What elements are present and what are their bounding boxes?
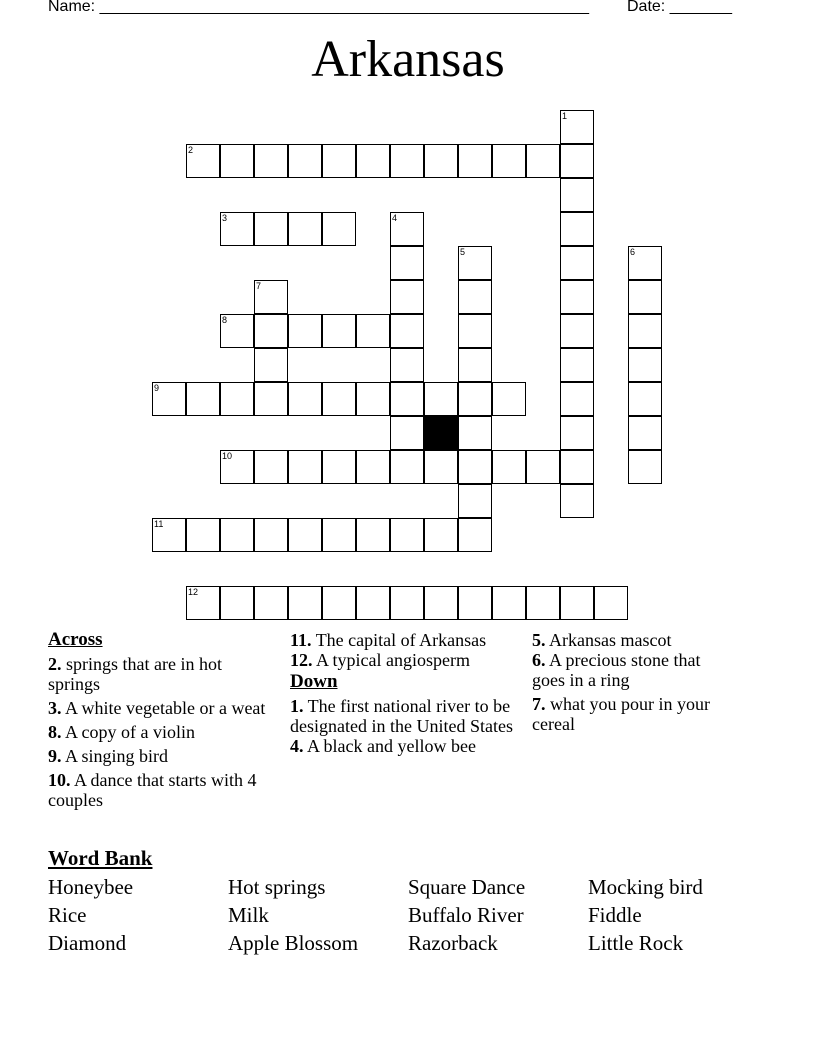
clue-text: A copy of a violin xyxy=(61,722,195,742)
grid-cell[interactable] xyxy=(356,144,390,178)
grid-cell[interactable] xyxy=(492,144,526,178)
date-field-label: Date: _______ xyxy=(627,0,732,15)
grid-cell[interactable] xyxy=(356,314,390,348)
grid-cell[interactable] xyxy=(560,484,594,518)
clue-text: what you pour in your cereal xyxy=(532,694,710,734)
clue-number: 1. xyxy=(290,696,304,716)
grid-cell[interactable] xyxy=(560,382,594,416)
grid-cell[interactable] xyxy=(492,450,526,484)
clue-number-label: 10 xyxy=(222,451,233,461)
clue-number-label: 3 xyxy=(222,213,228,223)
clue-number-label: 9 xyxy=(154,383,160,393)
grid-cell[interactable] xyxy=(322,314,356,348)
grid-cell[interactable] xyxy=(390,280,424,314)
clue-across-11 xyxy=(290,630,515,650)
grid-cell[interactable] xyxy=(628,450,662,484)
clue-number: 12. xyxy=(290,650,313,670)
page-title: Arkansas xyxy=(311,31,505,88)
grid-cell[interactable] xyxy=(526,144,560,178)
clue-number: 8. xyxy=(48,722,62,742)
clue-number: 9. xyxy=(48,746,62,766)
grid-cell[interactable] xyxy=(424,450,458,484)
word-bank-item: Rice xyxy=(48,903,87,927)
grid-cell[interactable] xyxy=(628,314,662,348)
clue-text: A white vegetable or a weat xyxy=(61,698,266,718)
grid-cell[interactable] xyxy=(560,280,594,314)
grid-cell[interactable] xyxy=(424,518,458,552)
grid-cell[interactable] xyxy=(390,246,424,280)
clue-text: The first national river to be designated in the United States xyxy=(290,696,513,736)
grid-cell[interactable] xyxy=(288,382,322,416)
clue-number-label: 6 xyxy=(630,247,636,257)
grid-block xyxy=(424,416,458,450)
grid-cell[interactable] xyxy=(152,518,186,552)
grid-cell[interactable] xyxy=(288,518,322,552)
clues-column-2 xyxy=(290,630,515,756)
clues-column-1 xyxy=(48,630,268,810)
clue-number: 3. xyxy=(48,698,62,718)
clue-number: 11. xyxy=(290,630,312,650)
grid-cell[interactable] xyxy=(254,280,288,314)
grid-cell[interactable] xyxy=(458,246,492,280)
grid-cell[interactable] xyxy=(220,518,254,552)
grid-cell[interactable] xyxy=(560,314,594,348)
grid-cell[interactable] xyxy=(458,586,492,620)
grid-cell[interactable] xyxy=(458,484,492,518)
grid-cell[interactable] xyxy=(390,382,424,416)
grid-cell[interactable] xyxy=(186,518,220,552)
clue-number-label: 4 xyxy=(392,213,398,223)
grid-cell[interactable] xyxy=(390,144,424,178)
grid-cell[interactable] xyxy=(288,144,322,178)
clue-across-3 xyxy=(48,698,268,718)
grid-cell[interactable] xyxy=(628,280,662,314)
clue-number-label: 7 xyxy=(256,281,262,291)
clue-text: Arkansas mascot xyxy=(545,630,672,650)
grid-cell[interactable] xyxy=(390,348,424,382)
word-bank-item: Square Dance xyxy=(408,875,526,899)
grid-cell[interactable] xyxy=(254,212,288,246)
grid-cell[interactable] xyxy=(458,280,492,314)
clue-number: 5. xyxy=(532,630,546,650)
grid-cell[interactable] xyxy=(424,586,458,620)
grid-cell[interactable] xyxy=(288,450,322,484)
grid-cell[interactable] xyxy=(560,416,594,450)
clue-number: 6. xyxy=(532,650,546,670)
grid-cell[interactable] xyxy=(220,212,254,246)
clue-number-label: 8 xyxy=(222,315,228,325)
grid-cell[interactable] xyxy=(254,314,288,348)
grid-cell[interactable] xyxy=(560,178,594,212)
grid-cell[interactable] xyxy=(390,314,424,348)
grid-cell[interactable] xyxy=(424,144,458,178)
clue-number: 2. xyxy=(48,654,62,674)
grid-cell[interactable] xyxy=(492,382,526,416)
grid-cell[interactable] xyxy=(254,586,288,620)
clue-text: A dance that starts with 4 couples xyxy=(48,770,257,810)
word-bank-item: Fiddle xyxy=(588,903,642,927)
grid-cell[interactable] xyxy=(526,586,560,620)
clue-text: The capital of Arkansas xyxy=(311,630,487,650)
grid-cell[interactable] xyxy=(458,348,492,382)
grid-cell[interactable] xyxy=(390,450,424,484)
clue-number: 7. xyxy=(532,694,546,714)
grid-cell[interactable] xyxy=(628,382,662,416)
word-bank-item: Mocking bird xyxy=(588,875,703,899)
clue-down-1 xyxy=(290,696,515,736)
grid-cell[interactable] xyxy=(288,314,322,348)
word-bank-heading: Word Bank xyxy=(48,846,153,870)
word-bank-item: Apple Blossom xyxy=(228,931,359,955)
clue-across-2 xyxy=(48,654,268,694)
grid-cell[interactable] xyxy=(560,110,594,144)
grid-cell[interactable] xyxy=(152,382,186,416)
grid-cell[interactable] xyxy=(560,212,594,246)
grid-cell[interactable] xyxy=(458,416,492,450)
clue-number: 10. xyxy=(48,770,71,790)
grid-cell[interactable] xyxy=(220,144,254,178)
clues-column-3 xyxy=(532,630,732,734)
grid-cell[interactable] xyxy=(322,586,356,620)
name-field-label: Name: _______________________________________________________ xyxy=(48,0,589,15)
grid-cell[interactable] xyxy=(560,144,594,178)
grid-cell[interactable] xyxy=(254,382,288,416)
clue-text: A precious stone that goes in a ring xyxy=(532,650,701,690)
grid-cell[interactable] xyxy=(458,450,492,484)
grid-cell[interactable] xyxy=(254,518,288,552)
word-bank-item: Little Rock xyxy=(588,931,684,955)
grid-cell[interactable] xyxy=(424,382,458,416)
grid-cell[interactable] xyxy=(288,212,322,246)
grid-cell[interactable] xyxy=(594,586,628,620)
grid-cell[interactable] xyxy=(186,586,220,620)
grid-cell[interactable] xyxy=(254,144,288,178)
grid-cell[interactable] xyxy=(526,450,560,484)
grid-cell[interactable] xyxy=(322,450,356,484)
clue-text: A typical angiosperm xyxy=(312,650,470,670)
grid-cell[interactable] xyxy=(458,144,492,178)
word-bank-item: Buffalo River xyxy=(408,903,524,927)
grid-cell[interactable] xyxy=(220,382,254,416)
grid-cell[interactable] xyxy=(492,586,526,620)
clue-number-label: 12 xyxy=(188,587,199,597)
grid-cell[interactable] xyxy=(186,382,220,416)
grid-cell[interactable] xyxy=(458,314,492,348)
clue-number: 4. xyxy=(290,736,304,756)
grid-cell[interactable] xyxy=(288,586,322,620)
grid-cell[interactable] xyxy=(560,348,594,382)
grid-cell[interactable] xyxy=(220,586,254,620)
grid-cell[interactable] xyxy=(390,586,424,620)
grid-cell[interactable] xyxy=(560,246,594,280)
grid-cell[interactable] xyxy=(322,382,356,416)
word-bank-item: Razorback xyxy=(408,931,498,955)
grid-cell[interactable] xyxy=(356,518,390,552)
clue-across-9 xyxy=(48,746,268,766)
clue-down-6 xyxy=(532,650,732,690)
clue-down-7 xyxy=(532,694,732,734)
grid-cell[interactable] xyxy=(186,144,220,178)
clue-text: A singing bird xyxy=(61,746,169,766)
grid-cell[interactable] xyxy=(322,518,356,552)
grid-cell[interactable] xyxy=(628,348,662,382)
clue-text: springs that are in hot springs xyxy=(48,654,222,694)
grid-cell[interactable] xyxy=(458,382,492,416)
clue-across-8 xyxy=(48,722,268,742)
grid-cell[interactable] xyxy=(254,450,288,484)
grid-cell[interactable] xyxy=(390,416,424,450)
grid-cell[interactable] xyxy=(628,416,662,450)
clue-number-label: 5 xyxy=(460,247,466,257)
grid-cell[interactable] xyxy=(560,450,594,484)
word-bank-item: Hot springs xyxy=(228,875,326,899)
grid-cell[interactable] xyxy=(322,212,356,246)
word-bank-item: Diamond xyxy=(48,931,127,955)
clue-number-label: 11 xyxy=(154,519,164,529)
grid-cell[interactable] xyxy=(356,586,390,620)
word-bank-item: Honeybee xyxy=(48,875,134,899)
clue-number-label: 1 xyxy=(562,111,568,121)
grid-cell[interactable] xyxy=(220,450,254,484)
clue-across-10 xyxy=(48,770,268,810)
word-bank-item: Milk xyxy=(228,903,269,927)
clue-down-4 xyxy=(290,736,515,756)
grid-cell[interactable] xyxy=(254,348,288,382)
across-heading: Across xyxy=(48,629,103,650)
clue-text: A black and yellow bee xyxy=(303,736,476,756)
grid-cell[interactable] xyxy=(220,314,254,348)
grid-cell[interactable] xyxy=(458,518,492,552)
grid-cell[interactable] xyxy=(390,518,424,552)
grid-cell[interactable] xyxy=(356,450,390,484)
grid-cell[interactable] xyxy=(390,212,424,246)
clue-across-12 xyxy=(290,650,515,670)
down-heading: Down xyxy=(290,671,338,692)
grid-cell[interactable] xyxy=(560,586,594,620)
grid-cell[interactable] xyxy=(322,144,356,178)
grid-cell[interactable] xyxy=(628,246,662,280)
clue-down-5 xyxy=(532,630,732,650)
clue-number-label: 2 xyxy=(188,145,194,155)
grid-cell[interactable] xyxy=(356,382,390,416)
